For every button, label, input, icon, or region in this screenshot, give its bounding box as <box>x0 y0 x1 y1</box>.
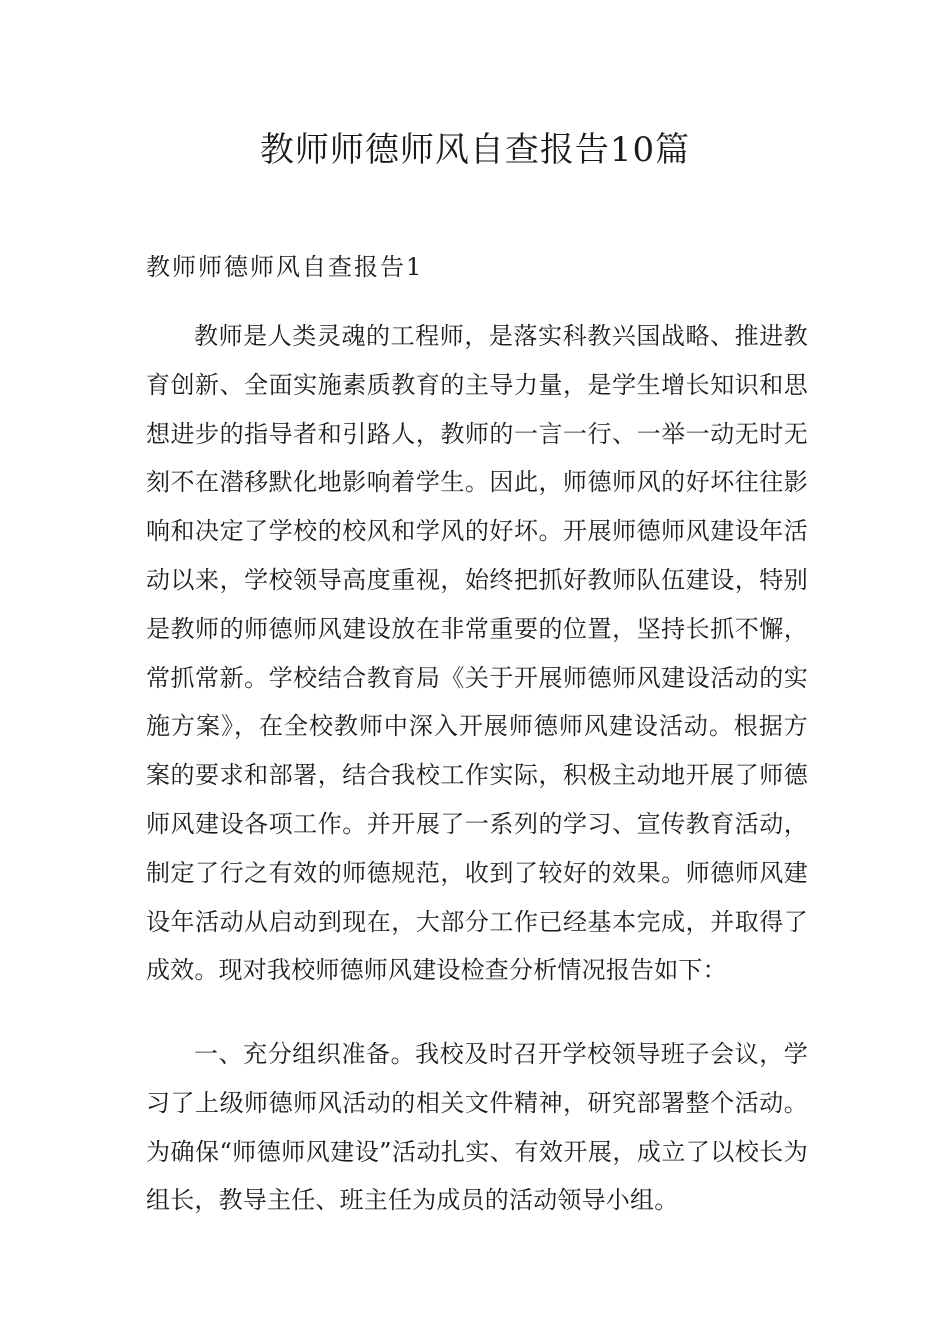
document-title: 教师师德师风自查报告10篇 <box>259 130 691 170</box>
section-title: 教师师德师风自查报告1 <box>146 253 424 281</box>
body-paragraph-1: 教师是人类灵魂的工程师，是落实科教兴国战略、推进教育创新、全面实施素质教育的主导力量，是学生增长知识和思想进步的指导者和引路人，教师的一言一行、一举一动无时无刻不在潜移默化地影响着学生。因此，师德师风的好坏往往影响和决定了学校的校风和学风的好坏。开展师德师风建设年活动以来，学校领导高度重视，始终把抓好教师队伍建设，特别是教师的师德师风建设放在非常重要的位置，坚持长抓不懈，常抓常新。学校结合教育局《关于开展师德师风建设活动的实施方案》，在全校教师中深入开展师德师风建设活动。根据方案的要求和部署，结合我校工作实际，积极主动地开展了师德师风建设各项工作。并开展了一系列的学习、宣传教育活动，制定了行之有效的师德规范，收到了较好的效果。师德师风建设年活动从启动到现在，大部分工作已经基本完成，并取得了成效。现对我校师德师风建设检查分析情况报告如下： <box>146 322 808 985</box>
body-paragraph-2: 一、充分组织准备。我校及时召开学校领导班子会议，学习了上级师德师风活动的相关文件精神，研究部署整个活动。为确保“师德师风建设”活动扎实、有效开展，成立了以校长为组长，教导主任、班主任为成员的活动领导小组。 <box>146 1040 808 1215</box>
